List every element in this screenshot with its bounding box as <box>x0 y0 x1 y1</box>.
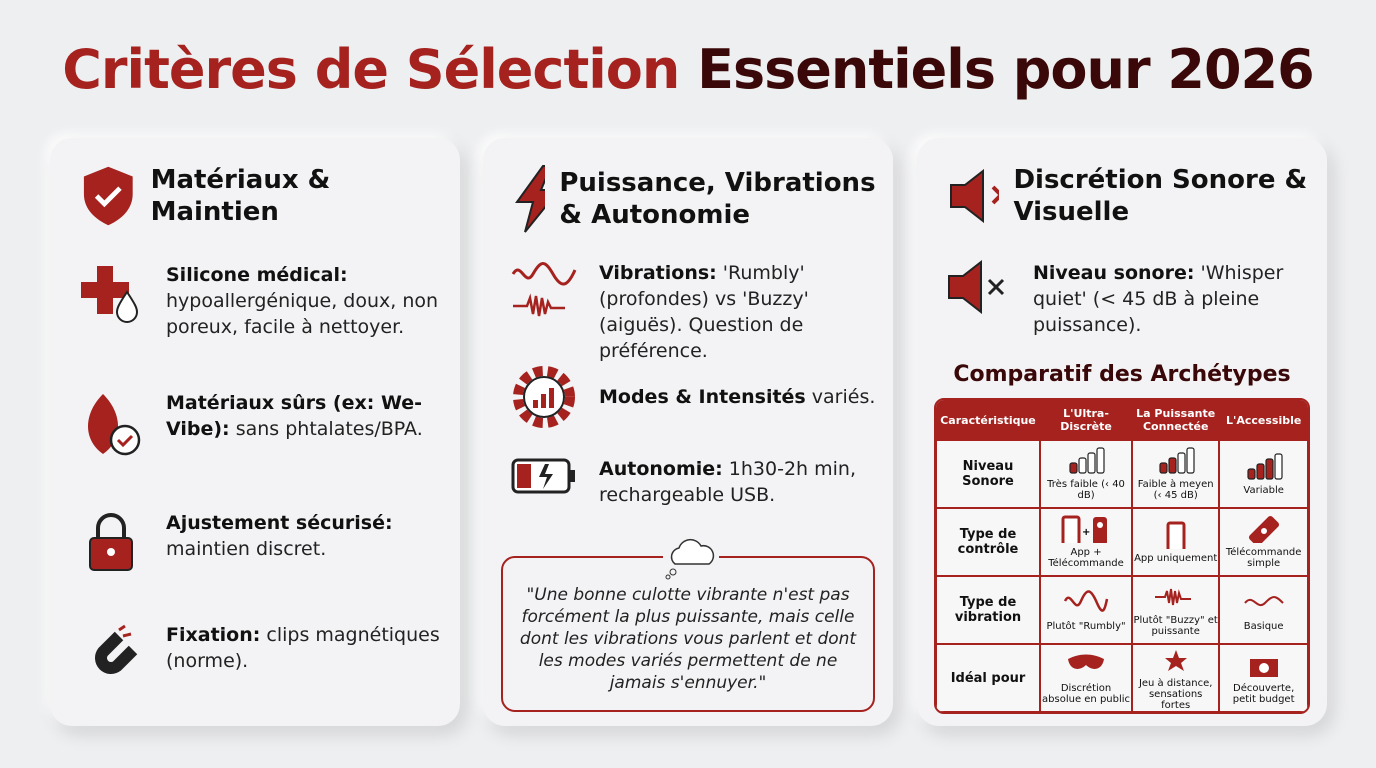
list-item: Matériaux sûrs (ex: We-Vibe): sans phtalates/BPA. <box>76 390 460 460</box>
list-item: Fixation: clips magnétiques (norme). <box>76 622 460 682</box>
basic-wave-icon <box>1241 589 1287 617</box>
card-materials <box>50 138 460 726</box>
card-power <box>483 138 893 726</box>
buzzy-wave-icon <box>1153 583 1199 611</box>
volume-bar <box>1266 459 1273 479</box>
speaker-mute-icon <box>947 169 999 223</box>
table-row: Idéal pour Discrétion absolue en public Jeu à distance, sensations fortes Découverte, petit budget <box>936 644 1308 712</box>
wave-icon <box>511 260 577 320</box>
volume-bar <box>1097 448 1104 473</box>
svg-text:+: + <box>1082 527 1091 538</box>
card-title: Puissance, Vibrations & Autonomie <box>559 168 876 230</box>
padlock-icon <box>86 510 136 574</box>
money-icon <box>1247 651 1281 679</box>
list-item: Niveau sonore: 'Whisper quiet' (< 45 dB à pleine puissance). <box>943 260 1327 338</box>
list-item: Modes & Intensités variés. <box>509 364 875 430</box>
phone-remote-icon <box>1061 515 1111 543</box>
comparison-table: Caractéristique L'Ultra-Discrète La Puissante Connectée L'Accessible Niveau Sonore Très faible (‹ 40 dB) Faible à meyen (‹ 45 dB) Variable Type de contrôle + App + Télécommande App uniquement Télécommande simple Type de vibration Plutôt "Rumbly" Plutôt "Buzzy" et puissante Basique Idéal pour Discrétion absolue en public Jeu à distance, sensations fortes Découverte, petit budget <box>934 398 1310 714</box>
thought-bubble-icon <box>663 536 719 580</box>
volume-bar <box>1070 463 1077 473</box>
list-item: Ajustement sécurisé: maintien discret. <box>76 510 460 574</box>
medical-cross-drop-icon <box>79 262 143 326</box>
table-row: Type de vibration Plutôt "Rumbly" Plutôt "Buzzy" et puissante Basique <box>936 576 1308 644</box>
list-item: Silicone médical: hypoallergénique, doux, non poreux, facile à nettoyer. <box>76 262 460 340</box>
volume-bar <box>1257 464 1264 479</box>
table-row: Type de contrôle + App + Télécommande App uniquement Télécommande simple <box>936 508 1308 576</box>
volume-bar <box>1169 458 1176 473</box>
mask-icon <box>1066 651 1106 679</box>
rumbly-wave-icon <box>1063 589 1109 617</box>
volume-bar <box>1088 453 1095 473</box>
phone-icon <box>1166 521 1186 549</box>
volume-bar <box>1275 454 1282 479</box>
card-discretion <box>917 138 1327 726</box>
leaf-check-icon <box>79 390 143 460</box>
battery-icon <box>511 456 577 496</box>
quote-box: "Une bonne culotte vibrante n'est pas forcément la plus puissante, mais celle dont les vibrations vous parlent et dont les modes variés permettent de ne jamais s'ennuyer." <box>501 556 875 712</box>
volume-bar <box>1079 458 1086 473</box>
list-item: Autonomie: 1h30-2h min, rechargeable USB. <box>509 456 893 508</box>
page-title: Critères de Sélection Essentiels pour 2026 <box>62 38 1314 101</box>
magnet-icon <box>79 622 143 682</box>
card-title: Matériaux & Maintien <box>150 165 331 227</box>
table-row: Niveau Sonore Très faible (‹ 40 dB) Faible à meyen (‹ 45 dB) Variable <box>936 440 1308 508</box>
volume-bar <box>1178 453 1185 473</box>
remote-icon <box>1247 515 1281 543</box>
speaker-mute-icon <box>945 260 1011 314</box>
volume-level-icon <box>1066 447 1106 475</box>
list-item: Vibrations: 'Rumbly' (profondes) vs 'Buzzy' (aiguës). Question de préférence. <box>509 260 893 364</box>
volume-bar <box>1187 448 1194 473</box>
shield-check-icon <box>80 164 137 228</box>
table-title: Comparatif des Archétypes <box>953 362 1291 387</box>
lightning-icon <box>513 164 545 234</box>
gear-bars-icon <box>511 364 577 430</box>
volume-level-icon <box>1244 453 1284 481</box>
volume-level-icon <box>1156 447 1196 475</box>
card-title: Discrétion Sonore & Visuelle <box>1013 165 1308 227</box>
volume-bar <box>1160 463 1167 473</box>
volume-bar <box>1248 469 1255 479</box>
star-burst-icon <box>1159 646 1193 674</box>
